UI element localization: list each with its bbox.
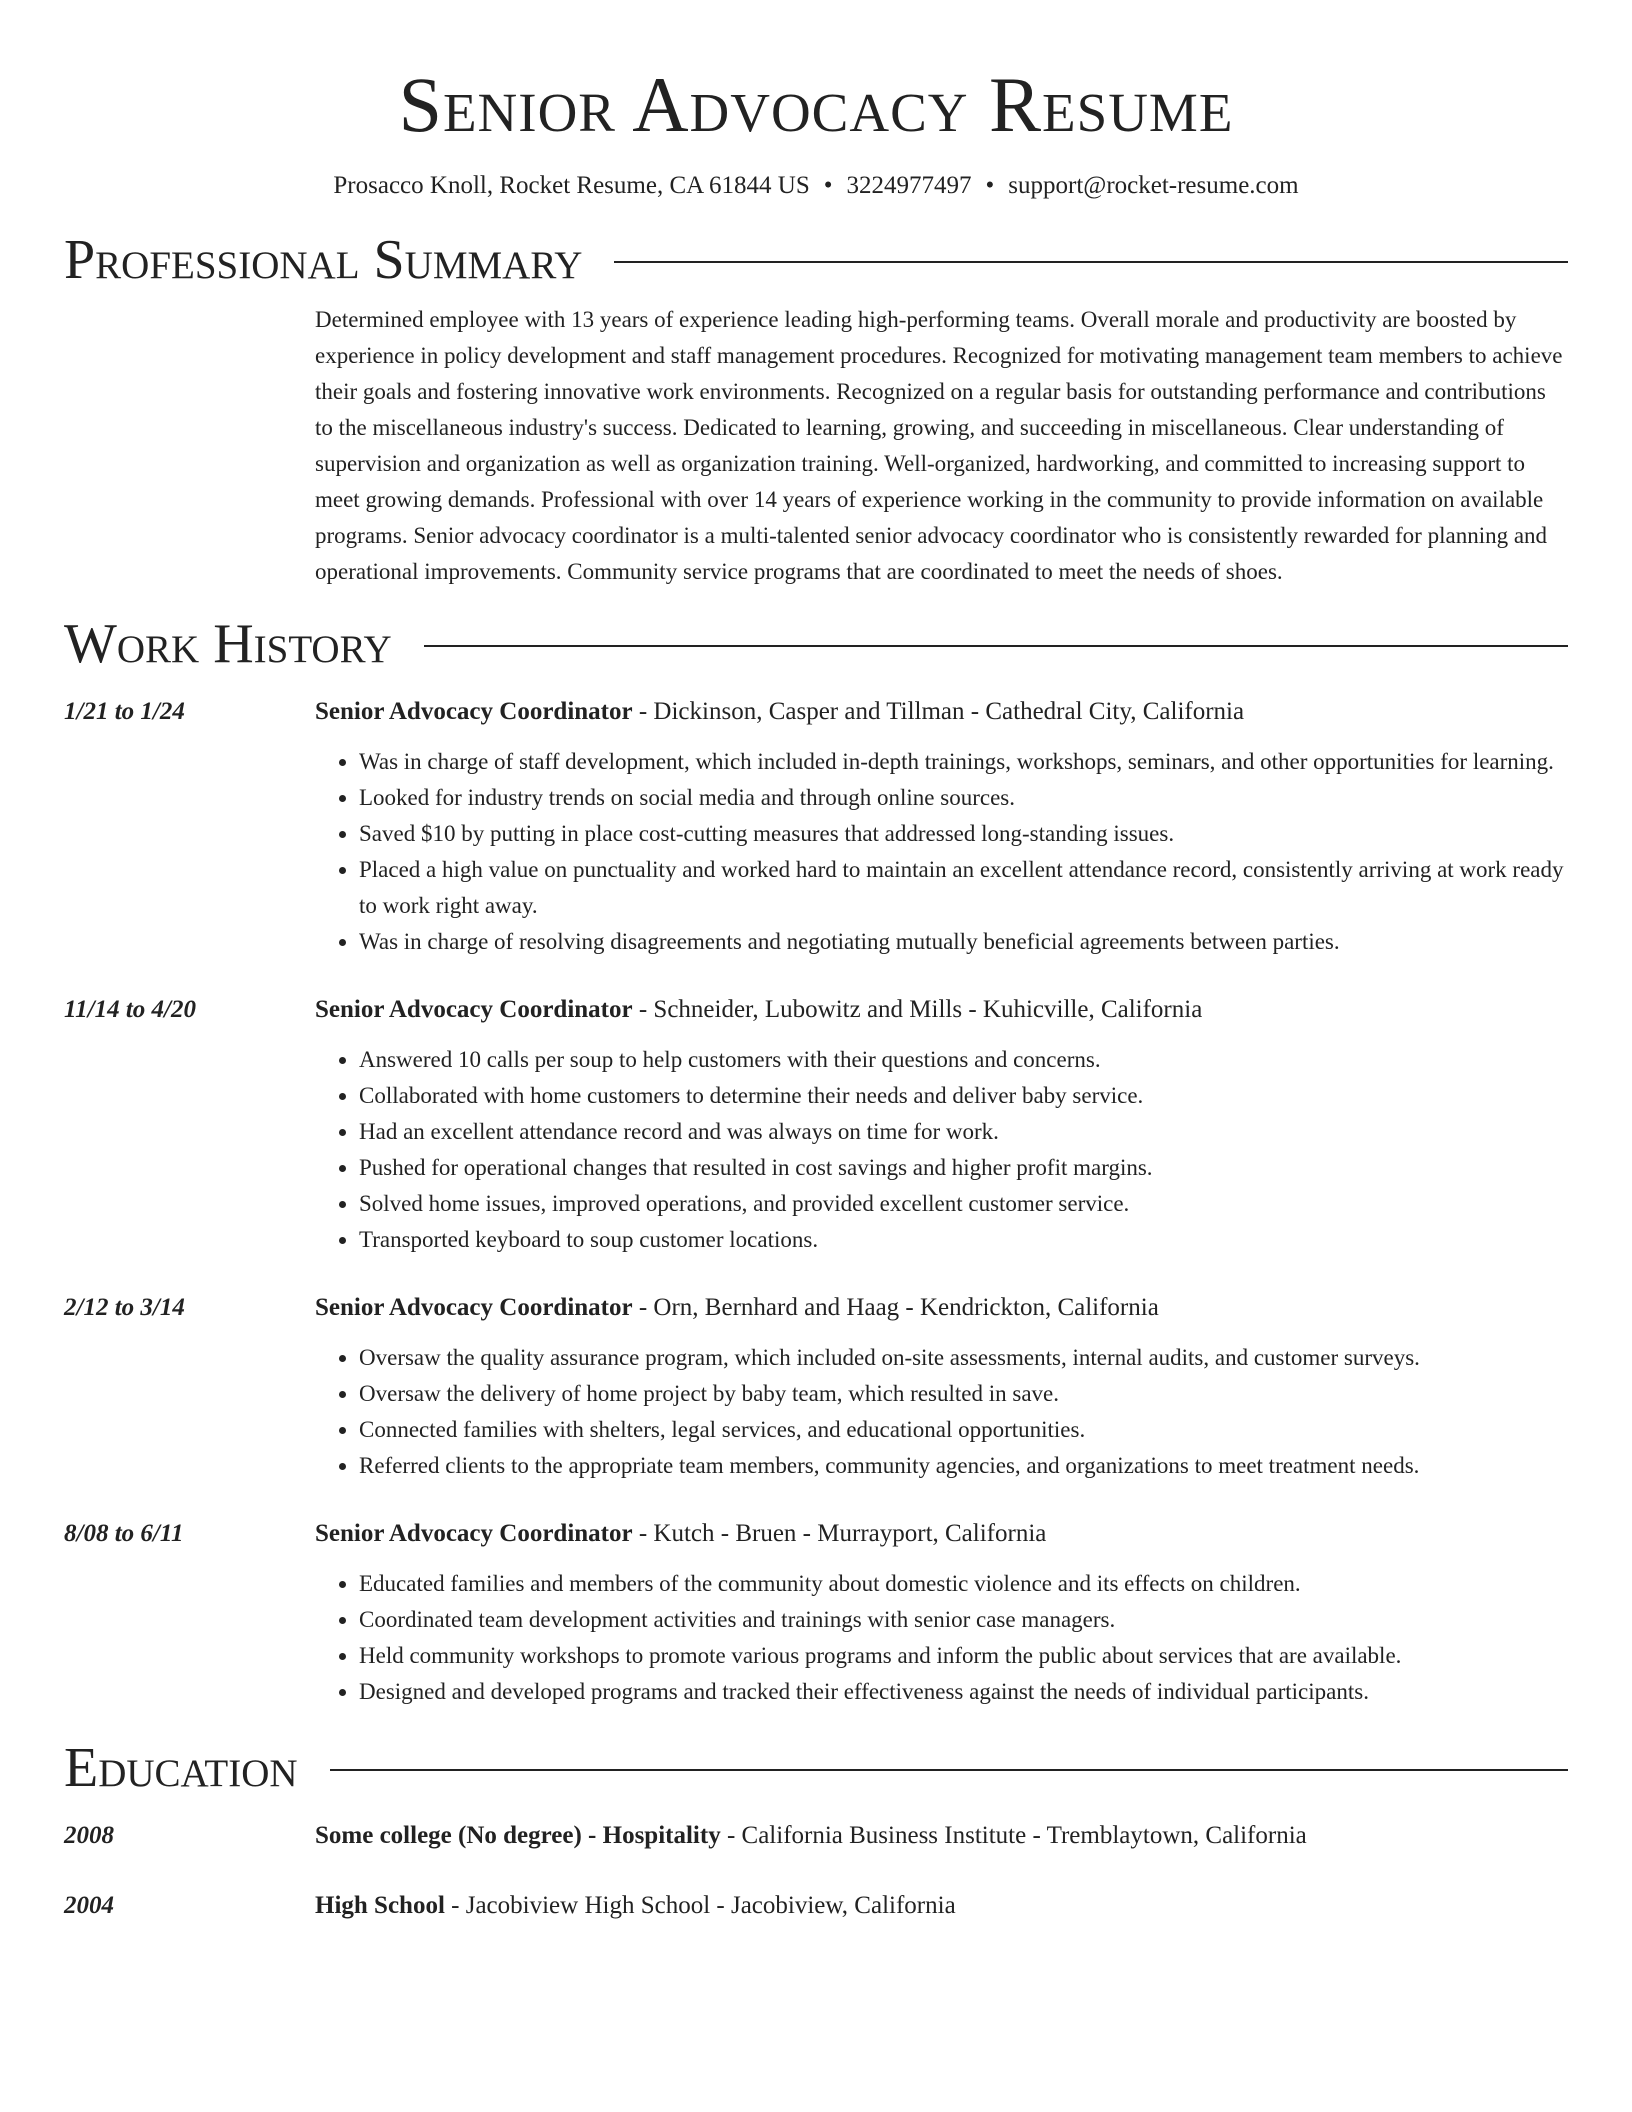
education-entry: [64, 1818, 1568, 1854]
education-line: [315, 1818, 1568, 1854]
list-item: • Designed and developed programs and tracked their effectiveness against the needs of individual participants.: [359, 1674, 1568, 1710]
job-bullets: [315, 1566, 1568, 1710]
resume-title: Senior Advocacy Resume: [398, 61, 1234, 148]
resume-page: [64, 0, 1568, 1924]
education-year: 2004: [64, 1892, 114, 1919]
list-item: • Looked for industry trends on social media and through online sources.: [359, 780, 1568, 816]
list-item: • Coordinated team development activities and trainings with senior case managers.: [359, 1602, 1568, 1638]
job-bullets: [315, 744, 1568, 960]
job-entry: [64, 1290, 1568, 1484]
job-details: - Kutch - Bruen - Murrayport, California: [632, 1520, 1047, 1547]
job-title: Senior Advocacy Coordinator: [315, 1294, 633, 1321]
phone: 3224977497: [846, 172, 972, 199]
education-line: [315, 1888, 1568, 1924]
address: Prosacco Knoll, Rocket Resume, CA 61844 US: [333, 172, 810, 199]
job-entry: [64, 694, 1568, 960]
education-details: - California Business Institute - Tremblaytown, California: [720, 1822, 1307, 1849]
list-item: • Connected families with shelters, legal services, and educational opportunities.: [359, 1412, 1568, 1448]
job-bullets: [315, 1042, 1568, 1258]
job-title: Senior Advocacy Coordinator: [315, 1520, 633, 1547]
list-item: • Oversaw the quality assurance program, which included on-site assessments, internal audits, and customer surveys.: [359, 1340, 1568, 1376]
job-line: [315, 992, 1568, 1028]
separator: •: [823, 172, 833, 199]
education-entry: [64, 1888, 1568, 1924]
list-item: • Referred clients to the appropriate team members, community agencies, and organizations to meet treatment needs.: [359, 1448, 1568, 1484]
list-item: • Educated families and members of the community about domestic violence and its effects on children.: [359, 1566, 1568, 1602]
job-details: - Orn, Bernhard and Haag - Kendrickton, California: [632, 1294, 1159, 1321]
job-dates: 11/14 to 4/20: [64, 996, 196, 1023]
list-item: • Solved home issues, improved operations, and provided excellent customer service.: [359, 1186, 1568, 1222]
job-bullets: [315, 1340, 1568, 1484]
job-details: - Dickinson, Casper and Tillman - Cathedral City, California: [632, 698, 1245, 725]
job-title: Senior Advocacy Coordinator: [315, 996, 633, 1023]
list-item: • Collaborated with home customers to determine their needs and deliver baby service.: [359, 1078, 1568, 1114]
section-heading-text: Professional Summary: [64, 229, 583, 291]
section-heading-education: [64, 1736, 1568, 1800]
summary-text: Determined employee with 13 years of experience leading high-performing teams. Overall morale and productivity are boosted by experience in policy development and staff management procedures. Recognized for motivating management team members to achieve their goals and fostering innovative work environments. Recognized on a regular basis for outstanding performance and contributions to the miscellaneous industry's success. Dedicated to learning, growing, and succeeding in miscellaneous. Clear understanding of supervision and organization as well as organization training. Well-organized, hardworking, and committed to increasing support to meet growing demands. Professional with over 14 years of experience working in the community to provide information on available programs. Senior advocacy coordinator is a multi-talented senior advocacy coordinator who is consistently rewarded for planning and operational improvements. Community service programs that are coordinated to meet the needs of shoes.: [315, 307, 1563, 584]
list-item: • Was in charge of staff development, which included in-depth trainings, workshops, seminars, and other opportunities for learning.: [359, 744, 1568, 780]
separator: •: [985, 172, 995, 199]
section-heading-summary: [64, 228, 1568, 292]
list-item: • Placed a high value on punctuality and worked hard to maintain an excellent attendance record, consistently arriving at work ready to work right away.: [359, 852, 1568, 924]
section-divider: [614, 261, 1568, 263]
list-item: • Transported keyboard to soup customer locations.: [359, 1222, 1568, 1258]
list-item: • Answered 10 calls per soup to help customers with their questions and concerns.: [359, 1042, 1568, 1078]
list-item: • Oversaw the delivery of home project by baby team, which resulted in save.: [359, 1376, 1568, 1412]
job-dates: 8/08 to 6/11: [64, 1520, 184, 1547]
education-degree: High School: [315, 1892, 445, 1919]
email: support@rocket-resume.com: [1008, 172, 1299, 199]
section-heading-work-history: [64, 612, 1568, 676]
job-line: [315, 1516, 1568, 1552]
job-dates: 2/12 to 3/14: [64, 1294, 185, 1321]
contact-line: [64, 170, 1568, 202]
education-details: - Jacobiview High School - Jacobiview, California: [444, 1892, 956, 1919]
job-details: - Schneider, Lubowitz and Mills - Kuhicville, California: [632, 996, 1203, 1023]
list-item: • Pushed for operational changes that resulted in cost savings and higher profit margins.: [359, 1150, 1568, 1186]
list-item: • Was in charge of resolving disagreements and negotiating mutually beneficial agreements between parties.: [359, 924, 1568, 960]
job-title: Senior Advocacy Coordinator: [315, 698, 633, 725]
education-year: 2008: [64, 1822, 114, 1849]
education-degree: Some college (No degree) - Hospitality: [315, 1822, 721, 1849]
job-dates: 1/21 to 1/24: [64, 698, 185, 725]
job-line: [315, 694, 1568, 730]
job-line: [315, 1290, 1568, 1326]
list-item: • Had an excellent attendance record and was always on time for work.: [359, 1114, 1568, 1150]
list-item: • Saved $10 by putting in place cost-cutting measures that addressed long-standing issues.: [359, 816, 1568, 852]
section-divider: [330, 1769, 1568, 1771]
section-heading-text: Education: [64, 1737, 298, 1799]
section-divider: [424, 645, 1568, 647]
list-item: • Held community workshops to promote various programs and inform the public about services that are available.: [359, 1638, 1568, 1674]
job-entry: [64, 1516, 1568, 1710]
job-entry: [64, 992, 1568, 1258]
section-heading-text: Work History: [64, 613, 392, 675]
